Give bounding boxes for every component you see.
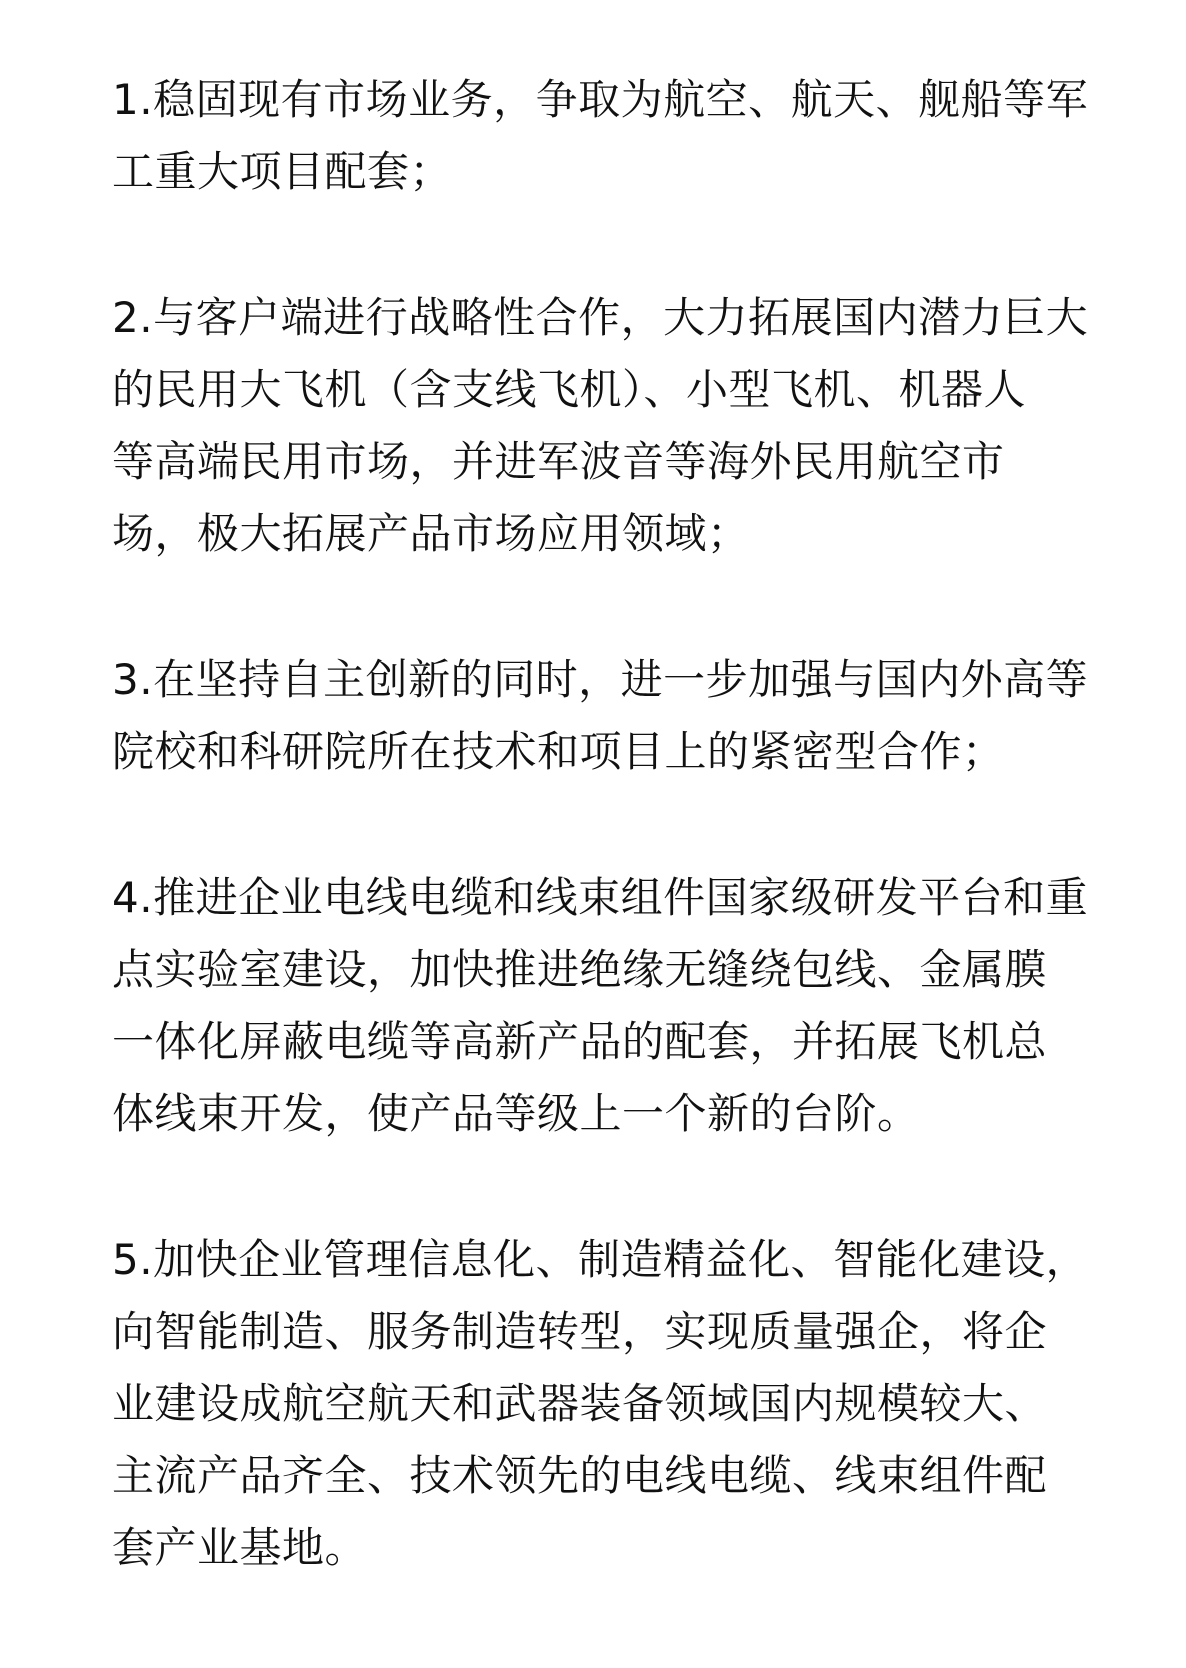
text-line: 点实验室建设，加快推进绝缘无缝绕包线、金属膜	[112, 945, 1048, 994]
text-line: 套产业基地。	[112, 1523, 368, 1572]
text-line: 主流产品齐全、技术领先的电线电缆、线束组件配	[112, 1451, 1048, 1500]
text-line: 向智能制造、服务制造转型，实现质量强企，将企	[112, 1307, 1048, 1356]
paragraph-2	[112, 282, 1102, 570]
paragraph-3	[112, 644, 1102, 788]
text-line: 院校和科研院所在技术和项目上的紧密型合作；	[112, 727, 1005, 776]
paragraph-1	[112, 64, 1102, 208]
text-line: 体线束开发，使产品等级上一个新的台阶。	[112, 1089, 920, 1138]
text-line: 的民用大飞机（含支线飞机）、小型飞机、机器人	[112, 365, 1027, 414]
text-line: 场，极大拓展产品市场应用领域；	[112, 509, 750, 558]
text-line: 2.与客户端进行战略性合作，大力拓展国内潜力巨大	[112, 293, 1089, 342]
text-line: 4.推进企业电线电缆和线束组件国家级研发平台和重	[112, 873, 1089, 922]
text-line: 一体化屏蔽电缆等高新产品的配套，并拓展飞机总	[112, 1017, 1048, 1066]
text-line: 等高端民用市场，并进军波音等海外民用航空市	[112, 437, 1005, 486]
text-line: 5.加快企业管理信息化、制造精益化、智能化建设，	[112, 1235, 1089, 1284]
paragraph-4	[112, 862, 1102, 1150]
text-line: 业建设成航空航天和武器装备领域国内规模较大、	[112, 1379, 1048, 1428]
document-body	[112, 64, 1102, 1658]
text-line: 工重大项目配套；	[112, 147, 453, 196]
paragraph-5	[112, 1224, 1102, 1584]
text-line: 1.稳固现有市场业务，争取为航空、航天、舰船等军	[112, 75, 1089, 124]
text-line: 3.在坚持自主创新的同时，进一步加强与国内外高等	[112, 655, 1089, 704]
